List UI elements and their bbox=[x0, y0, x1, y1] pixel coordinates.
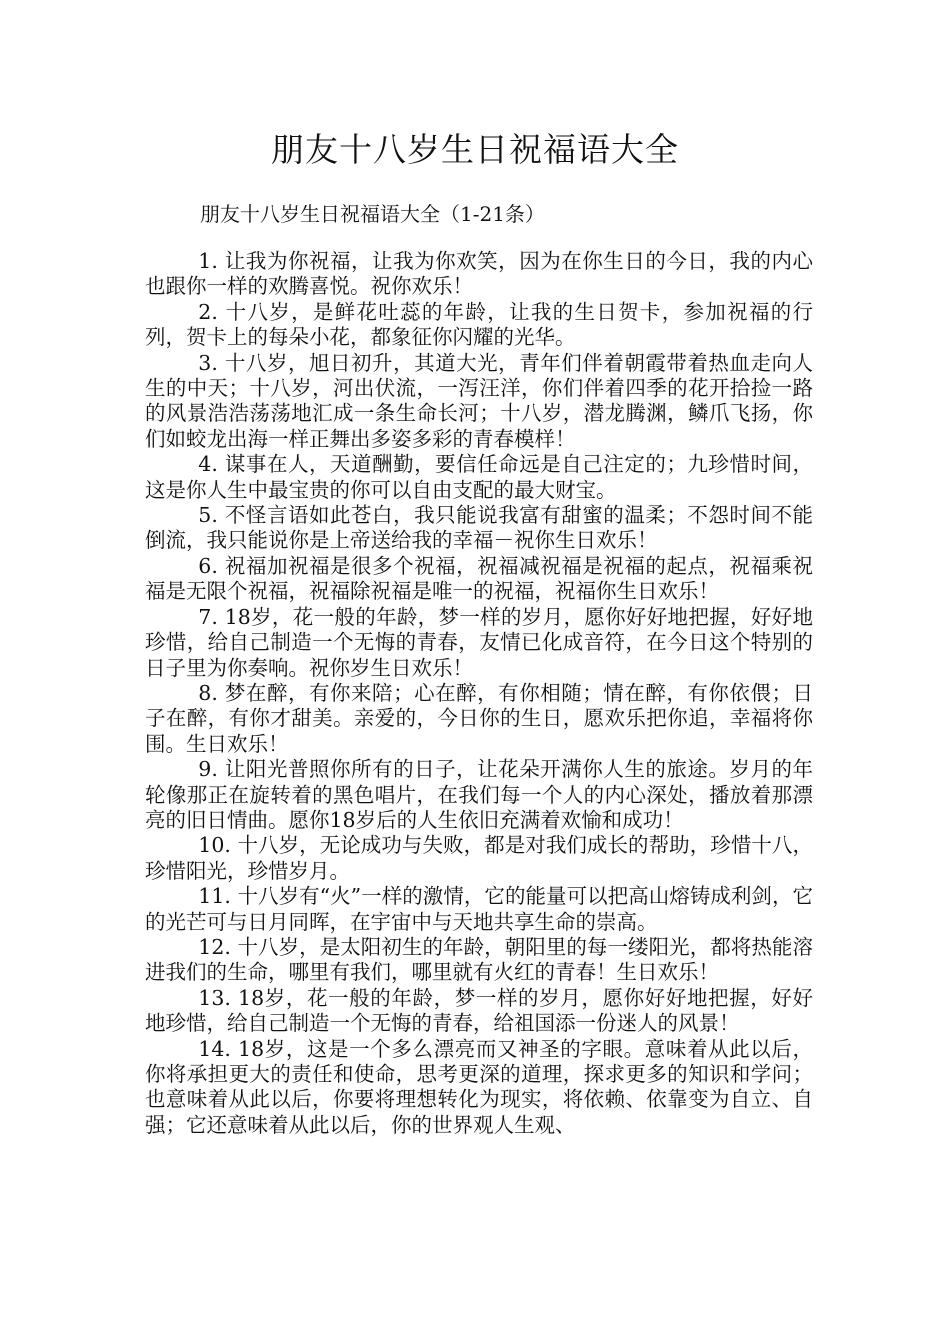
paragraph: 2. 十八岁，是鲜花吐蕊的年龄，让我的生日贺卡，参加祝福的行列，贺卡上的每朵小花，都象征你闪耀的光华。 bbox=[145, 299, 813, 350]
paragraph: 5. 不怪言语如此苍白，我只能说我富有甜蜜的温柔；不怨时间不能倒流，我只能说你是上帝送给我的幸福－祝你生日欢乐！ bbox=[145, 503, 813, 553]
document-subtitle: 朋友十八岁生日祝福语大全（1-21条） bbox=[200, 202, 545, 226]
document-title: 朋友十八岁生日祝福语大全 bbox=[271, 130, 679, 169]
paragraph: 9. 让阳光普照你所有的日子，让花朵开满你人生的旅途。岁月的年轮像那正在旋转着的黑色唱片，在我们每一个人的内心深处，播放着那漂亮的旧日情曲。愿你18岁后的人生依旧充满着欢愉和成功！ bbox=[145, 757, 813, 832]
paragraph: 8. 梦在醉，有你来陪；心在醉，有你相随；情在醉，有你依偎；日子在醉，有你才甜美。亲爱的，今日你的生日，愿欢乐把你追，幸福将你围。生日欢乐！ bbox=[145, 680, 813, 756]
paragraph: 10. 十八岁，无论成功与失败，都是对我们成长的帮助，珍惜十八，珍惜阳光，珍惜岁月。 bbox=[145, 833, 813, 883]
paragraph: 14. 18岁，这是一个多么漂亮而又神圣的字眼。意味着从此以后，你将承担更大的责任和使命，思考更深的道理，探求更多的知识和学问；也意味着从此以后，你要将理想转化为现实，将依赖、依靠变为自立、自强；它还意味着从此以后，你的世界观人生观、 bbox=[145, 1036, 813, 1137]
paragraph: 4. 谋事在人，天道酬勤，要信任命远是自己注定的；九珍惜时间，这是你人生中最宝贵的你可以自由支配的最大财宝。 bbox=[145, 452, 813, 502]
paragraph: 13. 18岁，花一般的年龄，梦一样的岁月，愿你好好地把握，好好地珍惜，给自己制造一个无悔的青春，给祖国添一份迷人的风景！ bbox=[145, 985, 813, 1036]
document-body bbox=[145, 249, 813, 1138]
paragraph: 1. 让我为你祝福，让我为你欢笑，因为在你生日的今日，我的内心也跟你一样的欢腾喜悦。祝你欢乐！ bbox=[145, 249, 813, 299]
paragraph: 12. 十八岁，是太阳初生的年龄，朝阳里的每一缕阳光，都将热能溶进我们的生命，哪里有我们，哪里就有火红的青春！生日欢乐！ bbox=[145, 934, 813, 985]
paragraph: 11. 十八岁有“火”一样的激情，它的能量可以把高山熔铸成利剑，它的光芒可与日月同晖，在宇宙中与天地共享生命的崇高。 bbox=[145, 884, 813, 934]
paragraph: 7. 18岁，花一般的年龄，梦一样的岁月，愿你好好地把握，好好地珍惜，给自己制造一个无悔的青春，友情已化成音符，在今日这个特别的日子里为你奏响。祝你岁生日欢乐！ bbox=[145, 604, 813, 680]
paragraph: 6. 祝福加祝福是很多个祝福，祝福减祝福是祝福的起点，祝福乘祝福是无限个祝福，祝福除祝福是唯一的祝福，祝福你生日欢乐！ bbox=[145, 553, 813, 604]
paragraph: 3. 十八岁，旭日初升，其道大光，青年们伴着朝霞带着热血走向人生的中天；十八岁，河出伏流，一泻汪洋，你们伴着四季的花开拾捡一路的风景浩浩荡荡地汇成一条生命长河；十八岁，潜龙腾渊，鳞爪飞扬，你们如蛟龙出海一样正舞出多姿多彩的青春模样！ bbox=[145, 350, 813, 451]
